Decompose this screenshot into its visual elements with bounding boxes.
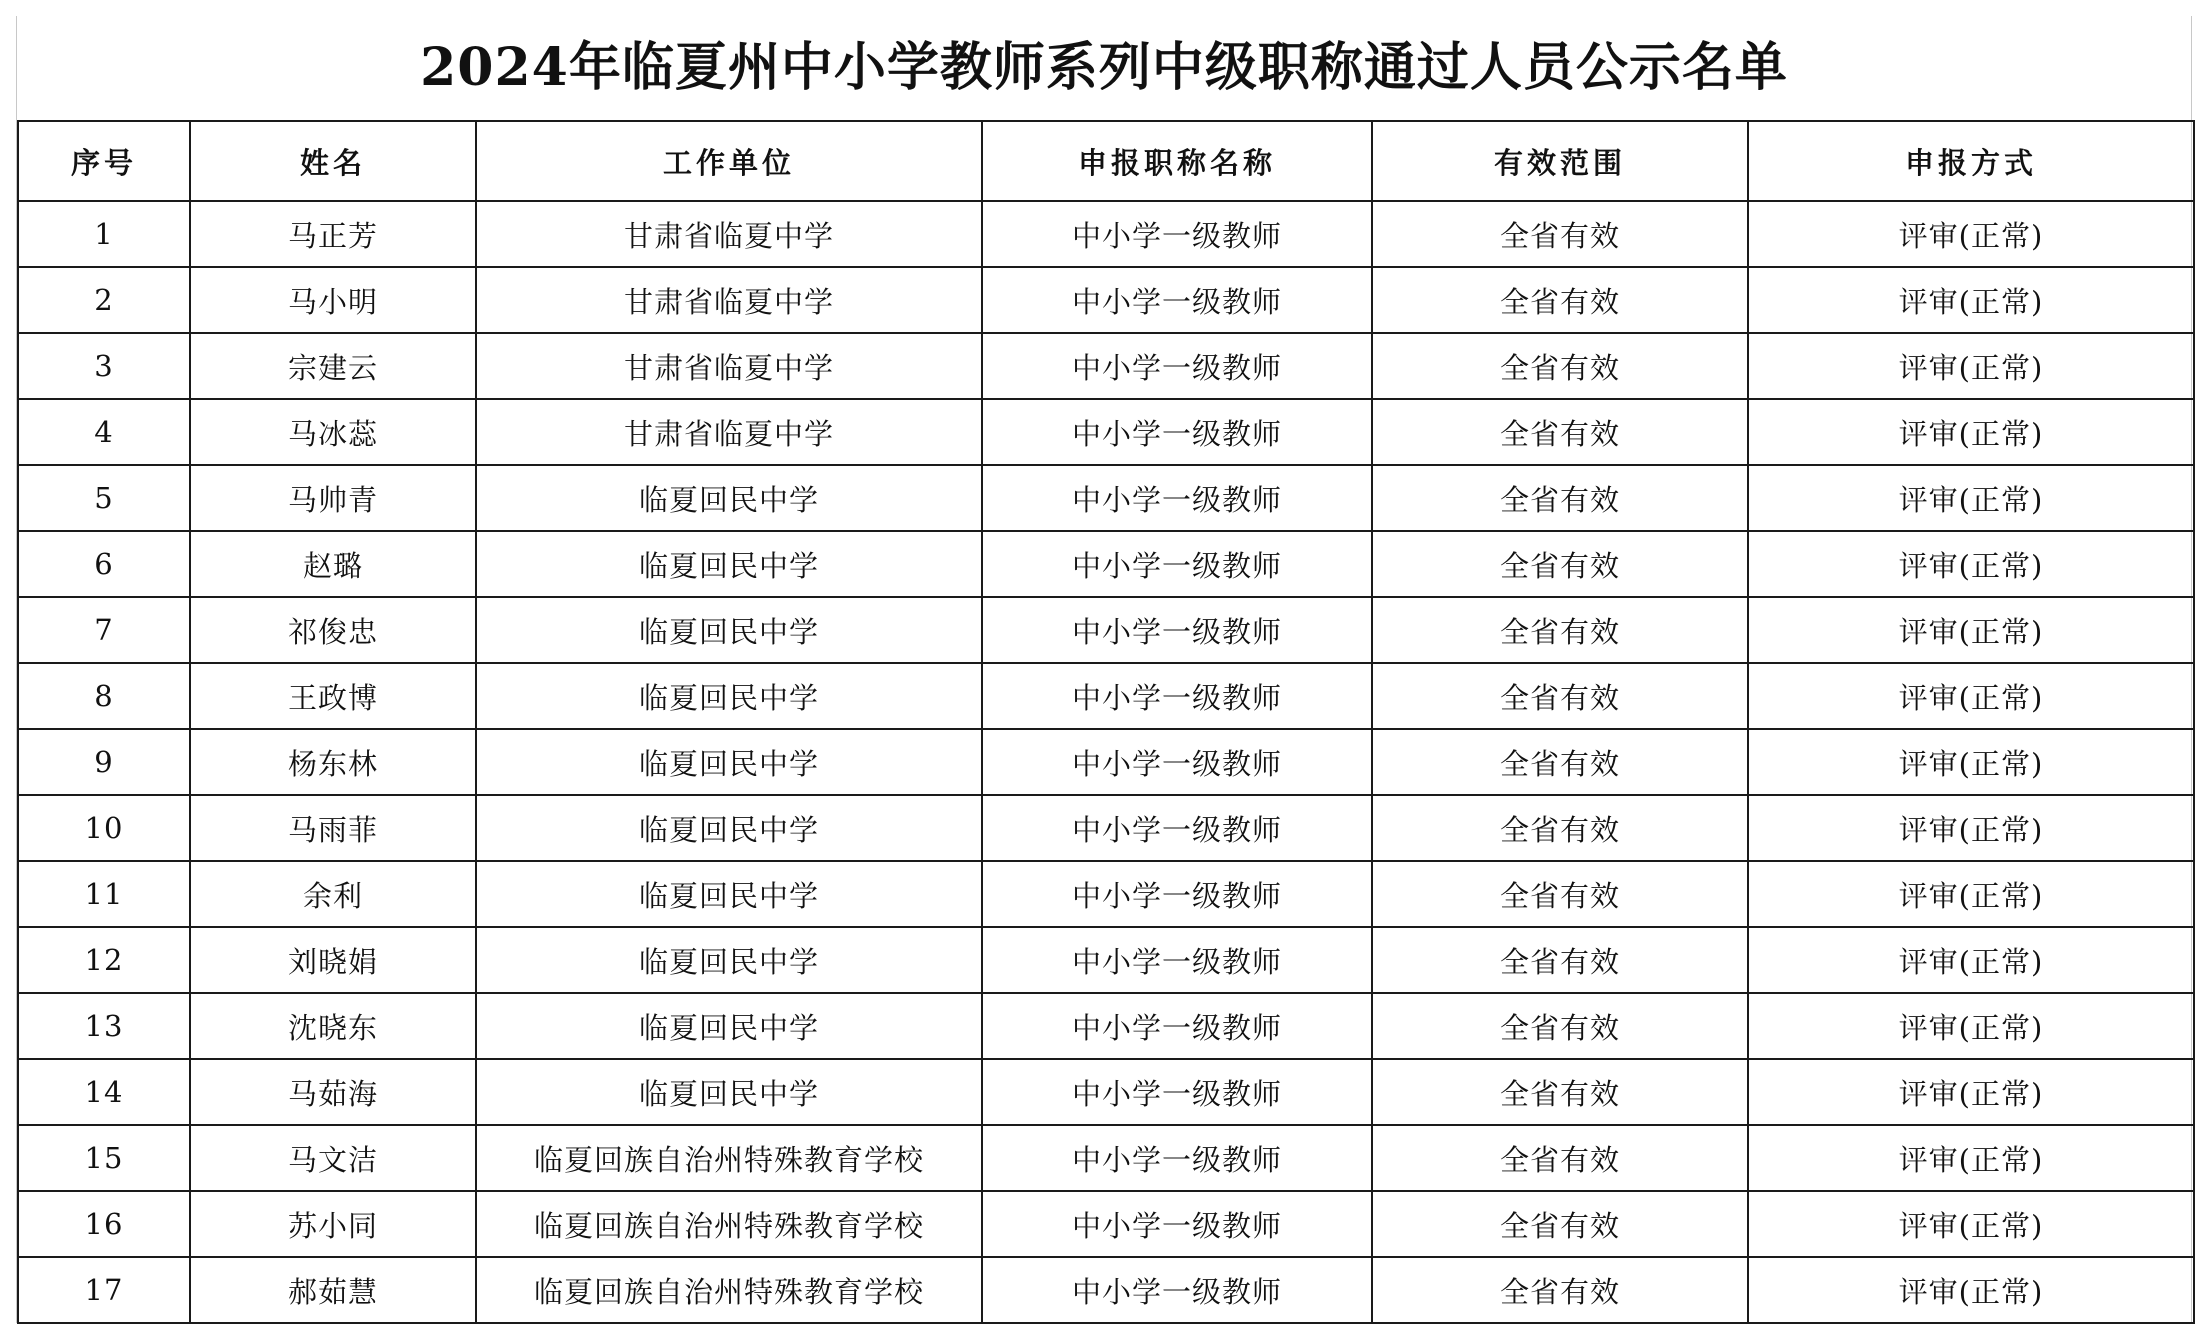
cell-work-unit: 临夏回民中学	[476, 861, 982, 927]
cell-validity-scope: 全省有效	[1372, 1191, 1748, 1257]
cell-name: 余利	[190, 861, 476, 927]
cell-name: 马茹海	[190, 1059, 476, 1125]
table-row	[18, 333, 2194, 399]
cell-name: 马帅青	[190, 465, 476, 531]
cell-serial-number: 5	[18, 465, 190, 531]
roster-table	[17, 120, 2195, 1324]
header-serial-number: 序号	[18, 121, 190, 201]
cell-application-method: 评审(正常)	[1748, 663, 2194, 729]
table-row	[18, 861, 2194, 927]
cell-validity-scope: 全省有效	[1372, 861, 1748, 927]
cell-serial-number: 3	[18, 333, 190, 399]
cell-serial-number: 9	[18, 729, 190, 795]
document-sheet	[16, 16, 2192, 1323]
cell-application-method: 评审(正常)	[1748, 531, 2194, 597]
cell-title-applied: 中小学一级教师	[982, 333, 1372, 399]
cell-work-unit: 甘肃省临夏中学	[476, 267, 982, 333]
cell-title-applied: 中小学一级教师	[982, 795, 1372, 861]
cell-validity-scope: 全省有效	[1372, 1257, 1748, 1323]
cell-validity-scope: 全省有效	[1372, 531, 1748, 597]
header-name: 姓名	[190, 121, 476, 201]
cell-serial-number: 14	[18, 1059, 190, 1125]
header-work-unit: 工作单位	[476, 121, 982, 201]
table-row	[18, 993, 2194, 1059]
cell-work-unit: 临夏回民中学	[476, 729, 982, 795]
cell-title-applied: 中小学一级教师	[982, 1257, 1372, 1323]
table-row	[18, 1191, 2194, 1257]
cell-validity-scope: 全省有效	[1372, 1125, 1748, 1191]
cell-name: 刘晓娟	[190, 927, 476, 993]
cell-work-unit: 临夏回民中学	[476, 663, 982, 729]
cell-validity-scope: 全省有效	[1372, 597, 1748, 663]
table-row	[18, 795, 2194, 861]
table-row	[18, 663, 2194, 729]
cell-application-method: 评审(正常)	[1748, 267, 2194, 333]
cell-title-applied: 中小学一级教师	[982, 927, 1372, 993]
cell-title-applied: 中小学一级教师	[982, 201, 1372, 267]
table-row	[18, 1059, 2194, 1125]
cell-application-method: 评审(正常)	[1748, 597, 2194, 663]
cell-application-method: 评审(正常)	[1748, 1059, 2194, 1125]
header-validity-scope: 有效范围	[1372, 121, 1748, 201]
cell-name: 马冰蕊	[190, 399, 476, 465]
cell-application-method: 评审(正常)	[1748, 927, 2194, 993]
cell-work-unit: 临夏回民中学	[476, 927, 982, 993]
cell-validity-scope: 全省有效	[1372, 465, 1748, 531]
cell-name: 赵璐	[190, 531, 476, 597]
cell-work-unit: 临夏回民中学	[476, 531, 982, 597]
cell-serial-number: 1	[18, 201, 190, 267]
cell-name: 王政博	[190, 663, 476, 729]
cell-work-unit: 临夏回民中学	[476, 1059, 982, 1125]
table-row	[18, 465, 2194, 531]
cell-name: 马雨菲	[190, 795, 476, 861]
cell-serial-number: 7	[18, 597, 190, 663]
cell-application-method: 评审(正常)	[1748, 861, 2194, 927]
cell-application-method: 评审(正常)	[1748, 333, 2194, 399]
cell-work-unit: 临夏回民中学	[476, 597, 982, 663]
cell-validity-scope: 全省有效	[1372, 267, 1748, 333]
table-row	[18, 531, 2194, 597]
table-header-row	[18, 121, 2194, 201]
cell-application-method: 评审(正常)	[1748, 399, 2194, 465]
cell-serial-number: 6	[18, 531, 190, 597]
cell-title-applied: 中小学一级教师	[982, 531, 1372, 597]
cell-name: 宗建云	[190, 333, 476, 399]
cell-title-applied: 中小学一级教师	[982, 465, 1372, 531]
cell-title-applied: 中小学一级教师	[982, 267, 1372, 333]
cell-serial-number: 12	[18, 927, 190, 993]
cell-work-unit: 临夏回族自治州特殊教育学校	[476, 1125, 982, 1191]
cell-application-method: 评审(正常)	[1748, 1257, 2194, 1323]
page-title: 2024年临夏州中小学教师系列中级职称通过人员公示名单	[420, 37, 1788, 98]
cell-serial-number: 15	[18, 1125, 190, 1191]
cell-title-applied: 中小学一级教师	[982, 861, 1372, 927]
cell-work-unit: 临夏回民中学	[476, 993, 982, 1059]
cell-name: 郝茹慧	[190, 1257, 476, 1323]
table-row	[18, 1125, 2194, 1191]
cell-serial-number: 10	[18, 795, 190, 861]
cell-work-unit: 临夏回民中学	[476, 795, 982, 861]
cell-name: 沈晓东	[190, 993, 476, 1059]
cell-application-method: 评审(正常)	[1748, 729, 2194, 795]
cell-serial-number: 16	[18, 1191, 190, 1257]
cell-title-applied: 中小学一级教师	[982, 597, 1372, 663]
cell-serial-number: 8	[18, 663, 190, 729]
cell-work-unit: 临夏回族自治州特殊教育学校	[476, 1191, 982, 1257]
cell-work-unit: 甘肃省临夏中学	[476, 201, 982, 267]
cell-name: 马正芳	[190, 201, 476, 267]
table-row	[18, 927, 2194, 993]
cell-validity-scope: 全省有效	[1372, 201, 1748, 267]
cell-title-applied: 中小学一级教师	[982, 729, 1372, 795]
cell-serial-number: 13	[18, 993, 190, 1059]
cell-application-method: 评审(正常)	[1748, 465, 2194, 531]
cell-name: 苏小同	[190, 1191, 476, 1257]
cell-serial-number: 4	[18, 399, 190, 465]
cell-validity-scope: 全省有效	[1372, 993, 1748, 1059]
table-row	[18, 201, 2194, 267]
table-row	[18, 267, 2194, 333]
table-row	[18, 399, 2194, 465]
cell-validity-scope: 全省有效	[1372, 795, 1748, 861]
header-application-method: 申报方式	[1748, 121, 2194, 201]
cell-title-applied: 中小学一级教师	[982, 1125, 1372, 1191]
cell-serial-number: 11	[18, 861, 190, 927]
cell-title-applied: 中小学一级教师	[982, 1191, 1372, 1257]
table-row	[18, 597, 2194, 663]
header-title-applied: 申报职称名称	[982, 121, 1372, 201]
cell-application-method: 评审(正常)	[1748, 993, 2194, 1059]
table-row	[18, 729, 2194, 795]
cell-work-unit: 甘肃省临夏中学	[476, 399, 982, 465]
cell-name: 杨东林	[190, 729, 476, 795]
table-row	[18, 1257, 2194, 1323]
table-body	[18, 201, 2194, 1323]
cell-name: 马文洁	[190, 1125, 476, 1191]
cell-work-unit: 临夏回民中学	[476, 465, 982, 531]
cell-title-applied: 中小学一级教师	[982, 993, 1372, 1059]
cell-application-method: 评审(正常)	[1748, 201, 2194, 267]
cell-title-applied: 中小学一级教师	[982, 663, 1372, 729]
cell-serial-number: 2	[18, 267, 190, 333]
cell-validity-scope: 全省有效	[1372, 333, 1748, 399]
cell-name: 祁俊忠	[190, 597, 476, 663]
cell-validity-scope: 全省有效	[1372, 399, 1748, 465]
cell-work-unit: 临夏回族自治州特殊教育学校	[476, 1257, 982, 1323]
cell-title-applied: 中小学一级教师	[982, 1059, 1372, 1125]
cell-validity-scope: 全省有效	[1372, 1059, 1748, 1125]
cell-validity-scope: 全省有效	[1372, 663, 1748, 729]
cell-serial-number: 17	[18, 1257, 190, 1323]
cell-validity-scope: 全省有效	[1372, 729, 1748, 795]
cell-validity-scope: 全省有效	[1372, 927, 1748, 993]
cell-application-method: 评审(正常)	[1748, 1125, 2194, 1191]
cell-work-unit: 甘肃省临夏中学	[476, 333, 982, 399]
cell-application-method: 评审(正常)	[1748, 795, 2194, 861]
cell-title-applied: 中小学一级教师	[982, 399, 1372, 465]
cell-application-method: 评审(正常)	[1748, 1191, 2194, 1257]
cell-name: 马小明	[190, 267, 476, 333]
